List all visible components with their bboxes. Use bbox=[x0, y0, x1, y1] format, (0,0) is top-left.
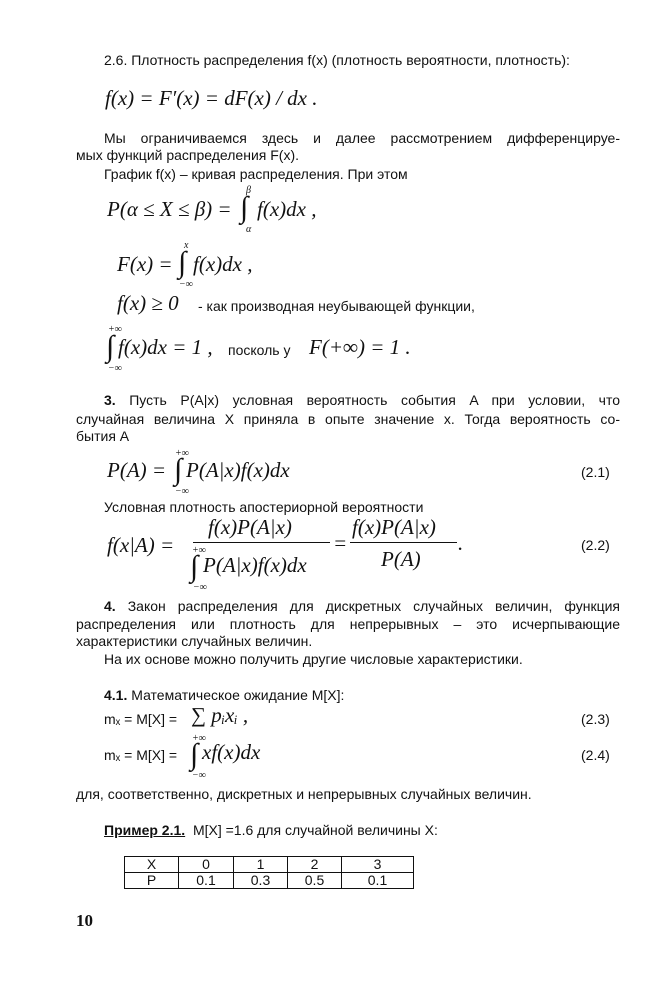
eq24-number: (2.4) bbox=[581, 747, 610, 763]
eq22-denominator-1: P(A|x)f(x)dx bbox=[203, 553, 307, 577]
prob-interval-lhs: P(α ≤ X ≤ β) = bbox=[107, 197, 232, 221]
table-cell: 0 bbox=[179, 857, 234, 873]
eq22-number: (2.2) bbox=[581, 537, 610, 553]
eq22-lhs: f(x|A) = bbox=[107, 533, 175, 557]
cdf-integrand: f(x)dx , bbox=[193, 252, 253, 276]
para1-line3: График f(x) – кривая распределения. При этом bbox=[104, 166, 408, 182]
cdf-lhs: F(x) = bbox=[117, 252, 173, 276]
eq23-lhs: mₓ = M[X] = bbox=[104, 711, 178, 727]
eq21-lower-limit: −∞ bbox=[175, 486, 189, 497]
prob-lower-limit: α bbox=[246, 224, 252, 235]
table-cell: 0.5 bbox=[288, 873, 342, 889]
density-formula: f(x) = F′(x) = dF(x) / dx . bbox=[105, 86, 318, 110]
norm-lower-limit: −∞ bbox=[108, 363, 122, 374]
integral-sign-icon: ∫ bbox=[178, 246, 187, 279]
section-4-line4: На их основе можно получить другие числовые характеристики. bbox=[104, 651, 523, 667]
fraction-bar-2 bbox=[350, 542, 457, 543]
example-text: M[X] =1.6 для случайной величины X: bbox=[192, 822, 438, 838]
eq23-number: (2.3) bbox=[581, 711, 610, 727]
example-label: Пример 2.1. bbox=[104, 822, 186, 838]
integral-sign-icon: ∫ bbox=[190, 738, 199, 771]
conditional-density-title: Условная плотность апостериорной вероятности bbox=[104, 499, 424, 515]
eq21-integrand: P(A|x)f(x)dx bbox=[186, 458, 290, 482]
eq22-denominator-2: P(A) bbox=[381, 547, 421, 571]
section-2-6-heading: 2.6. Плотность распределения f(x) (плотность вероятности, плотность): bbox=[104, 52, 570, 68]
section-3-line1-text: Пусть P(A|x) условная вероятность события A при условии, что bbox=[129, 392, 621, 408]
section-3-line1 bbox=[104, 392, 620, 409]
section-4-number: 4. bbox=[104, 598, 116, 614]
eq22-numerator-1: f(x)P(A|x) bbox=[208, 515, 292, 539]
integral-sign-icon: ∫ bbox=[190, 550, 199, 583]
table-row bbox=[125, 857, 414, 873]
cdf-upper-limit: x bbox=[184, 240, 189, 251]
norm-upper-limit: +∞ bbox=[108, 324, 122, 335]
page-number: 10 bbox=[76, 911, 93, 930]
table-row bbox=[125, 873, 414, 889]
section-4-line1-text: Закон распределения для дискретных случайных величин, функция bbox=[127, 598, 620, 614]
integral-sign-icon: ∫ bbox=[240, 191, 249, 224]
eq24-lower-limit: −∞ bbox=[192, 770, 206, 781]
eq21-number: (2.1) bbox=[581, 464, 610, 480]
table-cell: 0.1 bbox=[179, 873, 234, 889]
eq21-lhs: P(A) = bbox=[107, 458, 167, 482]
section-3-line2: случайная величина X приняла в опыте значение x. Тогда вероятность со- bbox=[76, 411, 620, 427]
eq22-numerator-2: f(x)P(A|x) bbox=[352, 515, 436, 539]
eq22-upper-limit: +∞ bbox=[192, 545, 206, 556]
table-cell: 0.1 bbox=[342, 873, 414, 889]
section-3-number: 3. bbox=[104, 392, 116, 408]
prob-upper-limit: β bbox=[246, 185, 251, 196]
respectively-line: для, соответственно, дискретных и непрерывных случайных величин. bbox=[76, 786, 532, 802]
eq23-body: ∑ pᵢxᵢ , bbox=[191, 703, 249, 727]
distribution-table bbox=[124, 856, 414, 889]
fraction-bar-1 bbox=[193, 542, 330, 543]
example-line bbox=[104, 822, 438, 839]
eq22-dot: . bbox=[458, 531, 464, 555]
prob-integrand: f(x)dx , bbox=[257, 197, 317, 221]
nonneg-text: - как производная неубывающей функции, bbox=[198, 298, 475, 314]
cdf-lower-limit: −∞ bbox=[179, 279, 193, 290]
section-4-line1 bbox=[104, 598, 620, 615]
eq24-body: xf(x)dx bbox=[202, 740, 261, 764]
section-4-line2: распределения или плотность для непрерывных – это исчерпывающие bbox=[76, 616, 620, 632]
norm-integrand: f(x)dx = 1 , bbox=[118, 335, 213, 359]
section-4-1-title: Математическое ожидание M[X]: bbox=[131, 687, 345, 703]
eq24-upper-limit: +∞ bbox=[192, 733, 206, 744]
nonneg-formula: f(x) ≥ 0 bbox=[117, 291, 179, 315]
section-3-line3: бытия A bbox=[76, 428, 130, 444]
eq24-lhs: mₓ = M[X] = bbox=[104, 747, 178, 763]
section-4-1-number: 4.1. bbox=[104, 687, 128, 703]
integral-sign-icon: ∫ bbox=[174, 453, 183, 486]
eq22-lower-limit: −∞ bbox=[193, 582, 207, 593]
table-cell: 3 bbox=[342, 857, 414, 873]
table-cell: X bbox=[125, 857, 179, 873]
para1-line1: Мы ограничиваемся здесь и далее рассмотрением дифференцируе- bbox=[104, 130, 620, 146]
section-4-line3: характеристики случайных величин. bbox=[76, 633, 313, 649]
table-cell: 2 bbox=[288, 857, 342, 873]
section-4-1-heading bbox=[104, 687, 344, 704]
table-cell: P bbox=[125, 873, 179, 889]
eq21-upper-limit: +∞ bbox=[175, 448, 189, 459]
table-cell: 0.3 bbox=[234, 873, 288, 889]
norm-text: посколь у bbox=[228, 342, 291, 358]
para1-line2: мых функций распределения F(x). bbox=[76, 147, 299, 163]
integral-sign-icon: ∫ bbox=[106, 330, 115, 363]
eq22-equals: = bbox=[333, 531, 348, 555]
table-cell: 1 bbox=[234, 857, 288, 873]
norm-rhs: F(+∞) = 1 . bbox=[309, 335, 411, 359]
